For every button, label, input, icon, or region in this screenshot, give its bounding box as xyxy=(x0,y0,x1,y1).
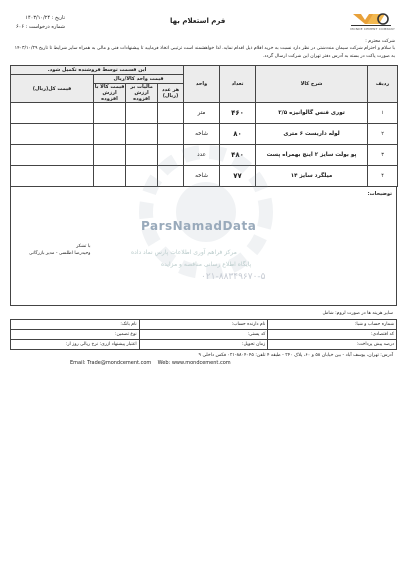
row-number: ۳ xyxy=(368,145,398,166)
offer-validity-cell[interactable]: اعتبار پیشنهاد ازری: نرخ ریالی روز ار: xyxy=(11,340,140,350)
inquiry-form xyxy=(10,8,397,366)
vat-price-cell[interactable] xyxy=(94,103,126,124)
total-cell[interactable] xyxy=(11,166,94,187)
watermark-line-2: پایگاه اطلاع رسانی مناقصه و مزایده xyxy=(161,261,252,269)
item-unit: شاخه xyxy=(184,124,220,145)
unit-price-header: قیمت واحد کالا/ریال xyxy=(94,75,184,84)
item-unit: شاخه xyxy=(184,166,220,187)
col-unit-header: واحد xyxy=(184,66,220,103)
item-qty: ۴۸۰ xyxy=(220,145,256,166)
footer-web: Web: www.mondcement.com xyxy=(157,360,231,367)
price-subheader: هر عدد (ریال) xyxy=(158,84,184,103)
tax-subheader: مالیات بر ارزش افزوده xyxy=(126,84,158,103)
footer-email: Email: Trade@mondcement.com xyxy=(70,360,152,367)
date-label: تاریخ : xyxy=(51,15,65,21)
row-number: ۴ xyxy=(368,166,398,187)
economic-code-cell[interactable]: کد اقتصادی: xyxy=(268,330,397,340)
postal-code-cell[interactable]: کد پستی: xyxy=(139,330,268,340)
request-meta xyxy=(16,14,65,32)
prepayment-cell[interactable]: درصد پیش پرداخت: xyxy=(268,340,397,350)
notes-section xyxy=(10,187,397,306)
item-qty: ۸۰ xyxy=(220,124,256,145)
sign-name: وحیدرضا اطلسی - مدیر بازرگانی xyxy=(29,251,91,257)
extra-costs-line: سایر هزینه ها در صورت لزوم: شامل xyxy=(322,311,393,317)
delivery-time-cell[interactable]: زمان تحویل: xyxy=(139,340,268,350)
item-name: توری فنس گالوانیزه ۲/۵ xyxy=(256,103,368,124)
company-logo-icon xyxy=(349,10,393,36)
guarantee-type-cell[interactable]: نوع تضمین: xyxy=(11,330,140,340)
request-number-line xyxy=(16,23,65,32)
item-name: میلگرد سایز ۱۴ xyxy=(256,166,368,187)
watermark-phone: ۰۲۱-۸۸۳۴۹۶۷۰-۵ xyxy=(201,272,266,283)
row-number: ۲ xyxy=(368,124,398,145)
vat-price-subheader: قیمت کالا با ارزش افزوده xyxy=(94,84,125,103)
total-cell[interactable] xyxy=(11,145,94,166)
row-number: ۱ xyxy=(368,103,398,124)
item-name: لوله داربست ۶ متری xyxy=(256,124,368,145)
signature-block xyxy=(29,243,90,257)
vat-price-cell[interactable] xyxy=(94,166,126,187)
header xyxy=(10,8,397,36)
item-qty: ۷۷ xyxy=(220,166,256,187)
vat-price-cell[interactable] xyxy=(94,145,126,166)
col-row-header: ردیف xyxy=(368,66,398,103)
intro-text xyxy=(10,38,397,60)
item-name: پو بولت سایز ۲ اینچ بهمراه پست xyxy=(256,145,368,166)
item-unit: متر xyxy=(184,103,220,124)
form-title: فرم استعلام بها xyxy=(170,17,226,25)
item-unit: عدد xyxy=(184,145,220,166)
total-price-header: قیمت کل(ریال) xyxy=(11,75,94,103)
col-qty-header: تعداد xyxy=(220,66,256,103)
notes-label: توضیحات: xyxy=(367,191,392,198)
request-number-label: شماره درخواست : xyxy=(25,24,65,30)
sign-thanks: با تشکر xyxy=(76,244,91,250)
col-name-header: شرح کالا xyxy=(256,66,368,103)
gear-watermark-icon xyxy=(131,102,281,322)
date-line xyxy=(16,14,65,23)
footer-address: آدرس: تهران، یوسف آباد - بین خیابان ۵۸ و ۶۰، پلاک ۲۴۰ - طبقه ۴ تلفن: ۸۸۰۴۰۴۵-۰۲۱ فکس داخلی ۹ xyxy=(198,353,393,359)
footer-contact xyxy=(10,360,397,366)
watermark-line-1: مرکز فراهم آوری اطلاعات پارس نماد داده xyxy=(131,249,237,257)
vat-price-cell[interactable] xyxy=(94,124,126,145)
item-qty: ۴۶۰ xyxy=(220,103,256,124)
greeting: شرکت محترم : xyxy=(365,39,395,44)
total-cell[interactable] xyxy=(11,103,94,124)
seller-note: این قسمت توسط فروشنده تکمیل شود. xyxy=(11,66,184,75)
request-number-value: ۶۰۶ xyxy=(16,24,25,30)
watermark-site: ParsNamadData xyxy=(141,219,257,234)
bank-name-cell[interactable]: نام بانک: xyxy=(11,320,140,330)
account-number-cell[interactable]: شماره حساب و شبا: xyxy=(268,320,397,330)
intro-body: با سلام و احترام شرکت سیمان منددشتی در نظر دارد نسبت به خرید اقلام ذیل اقدام نماید. لذا خواهشمند است ترتیبی اتخاذ فرمایید تا پیشنهادات فنی و مالی به همراه سایر شرایط تا تاریخ ۱۴۰۳/۱۰/۲۹ به صورت پاکت در بسته به آدرس دفتر تهران این شرکت ارسال گردد. xyxy=(14,46,395,59)
bank-info-table xyxy=(10,319,397,350)
account-holder-cell[interactable]: نام دارنده حساب: xyxy=(139,320,268,330)
total-cell[interactable] xyxy=(11,124,94,145)
date-value: ۱۴۰۳/۱۰/۲۴ xyxy=(25,15,51,21)
logo-text: MONDE CEMENT COMPANY xyxy=(350,27,395,31)
